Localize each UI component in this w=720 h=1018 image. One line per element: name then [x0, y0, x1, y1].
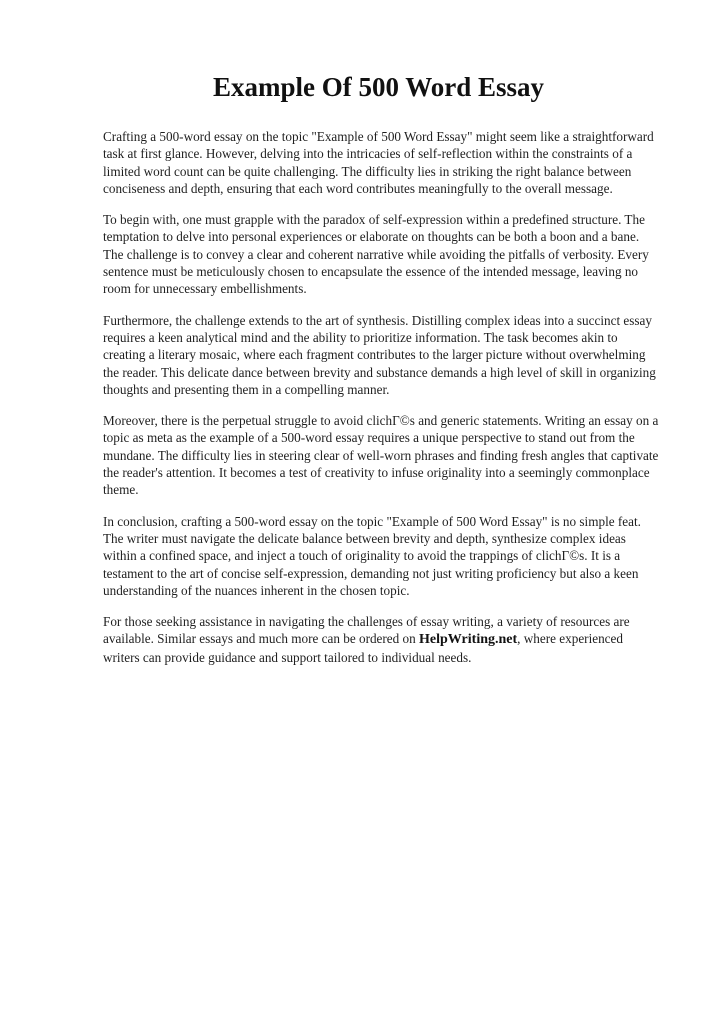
paragraph-self-expression: To begin with, one must grapple with the paradox of self-expression within a predefined structure. The temptation to delve into personal experiences or elaborate on thoughts can be both a boon and a bane. The challenge is to convey a clear and coherent narrative while avoiding the pitfalls of verbosity. Every sentence must be meticulously chosen to encapsulate the essence of the intended message, leaving no room for unnecessary embellishments.	[103, 212, 649, 297]
paragraph-intro: Crafting a 500-word essay on the topic "Example of 500 Word Essay" might seem like a straightforward task at first glance. However, delving into the intricacies of self-reflection within the constraints of a limited word count can be quite challenging. The difficulty lies in striking the right balance between conciseness and depth, ensuring that each word contributes meaningfully to the overall message.	[103, 129, 654, 196]
paragraph-conclusion: In conclusion, crafting a 500-word essay on the topic "Example of 500 Word Essay" is no simple feat. The writer must navigate the delicate balance between brevity and depth, synthesize complex ideas within a confined space, and inject a touch of originality to avoid the trappings of clichГ©s. It is a testament to the art of concise self-expression, demanding not just writing proficiency but also a keen understanding of the nuances inherent in the chosen topic.	[103, 513, 641, 598]
paragraph-cliches: Moreover, there is the perpetual struggle to avoid clichГ©s and generic statements. Writing an essay on a topic as meta as the example of a 500-word essay requires a unique perspective to stand out from the mundane. The difficulty lies in steering clear of well-worn phrases and finding fresh angles that captivate the reader's attention. It becomes a test of creativity to infuse originality into a seemingly commonplace theme.	[103, 413, 659, 498]
closing-text-before: For those seeking assistance in navigating the challenges of essay writing, a variety of resources are available. Similar essays and much more can be ordered on	[103, 614, 630, 647]
document-title: Example Of 500 Word Essay	[212, 72, 545, 102]
paragraph-closing	[103, 613, 662, 666]
closing-text-after: , where experienced writers can provide guidance and support tailored to individual needs.	[103, 631, 623, 665]
paragraph-synthesis: Furthermore, the challenge extends to the art of synthesis. Distilling complex ideas into a succinct essay requires a keen analytical mind and the ability to prioritize information. The task becomes akin to creating a literary mosaic, where each fragment contributes to the larger picture without overwhelming the reader. This delicate dance between brevity and substance demands a high level of skill in organizing thoughts and presenting them in a compelling manner.	[103, 312, 656, 397]
brand-name: HelpWriting.net	[419, 632, 518, 648]
